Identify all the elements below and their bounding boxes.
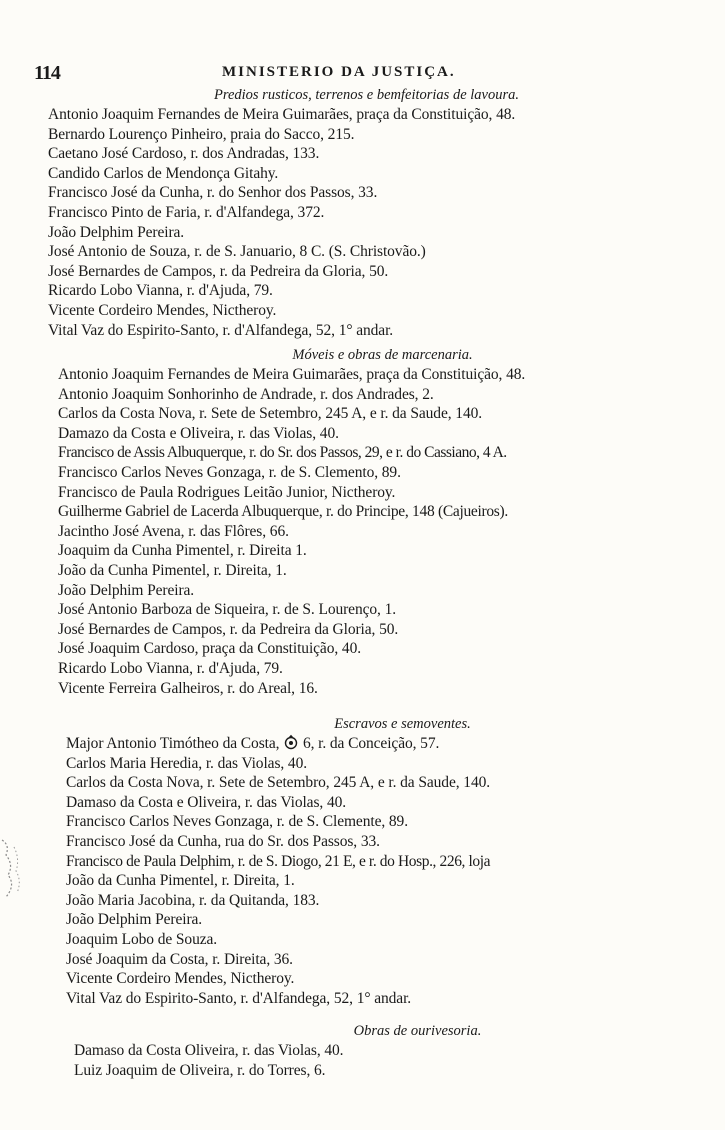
list-item: Francisco José da Cunha, r. do Senhor dos Passos, 33. bbox=[48, 184, 378, 202]
list-item: Joaquim da Cunha Pimentel, r. Direita 1. bbox=[58, 542, 307, 560]
section-escravos bbox=[0, 715, 725, 1008]
section-predios-rusticos bbox=[0, 86, 725, 340]
major-address: 6, r. da Conceição, 57. bbox=[302, 735, 440, 752]
list-item: Francisco de Paula Rodrigues Leitão Junior, Nictheroy. bbox=[58, 483, 396, 501]
list-item: Caetano José Cardoso, r. dos Andradas, 133. bbox=[48, 145, 320, 163]
list-item: Ricardo Lobo Vianna, r. d'Ajuda, 79. bbox=[48, 282, 273, 300]
list-item: Vicente Cordeiro Mendes, Nictheroy. bbox=[48, 301, 277, 319]
list-item: Bernardo Lourenço Pinheiro, praia do Sacco, 215. bbox=[48, 125, 355, 143]
section-moveis bbox=[0, 346, 725, 698]
list-item: Carlos da Costa Nova, r. Sete de Setembro, 245 A, e r. da Saude, 140. bbox=[66, 774, 491, 792]
page-header bbox=[0, 60, 725, 86]
list-item: Francisco Carlos Neves Gonzaga, r. de S. Clemente, 89. bbox=[66, 813, 408, 831]
list-item: Francisco Pinto de Faria, r. d'Alfandega, 372. bbox=[48, 203, 325, 221]
major-name: Major Antonio Timótheo da Costa, bbox=[66, 735, 280, 752]
list-item: Damaso da Costa e Oliveira, r. das Violas, 40. bbox=[66, 793, 347, 811]
list-item: Ricardo Lobo Vianna, r. d'Ajuda, 79. bbox=[58, 659, 283, 677]
section-ourivesoria bbox=[0, 1022, 725, 1080]
list-item: Francisco Carlos Neves Gonzaga, r. de S. Clemento, 89. bbox=[58, 463, 401, 481]
list-item: Carlos Maria Heredia, r. das Violas, 40. bbox=[66, 754, 308, 772]
list-item: Antonio Joaquim Sonhorinho de Andrade, r. dos Andrades, 2. bbox=[58, 385, 434, 403]
list-item: José Antonio Barboza de Siqueira, r. de S. Lourenço, 1. bbox=[58, 601, 397, 619]
list-item: José Joaquim da Costa, r. Direita, 36. bbox=[66, 950, 293, 968]
list-item: João Delphim Pereira. bbox=[48, 223, 185, 241]
order-seal-icon bbox=[283, 734, 299, 750]
running-title: MINISTERIO DA JUSTIÇA. bbox=[222, 64, 456, 80]
list-item: Francisco de Paula Delphim, r. de S. Diogo, 21 E, e r. do Hosp., 226, loja bbox=[66, 852, 491, 870]
list-item: Antonio Joaquim Fernandes de Meira Guimarães, praça da Constituição, 48. bbox=[48, 106, 516, 123]
list-item: José Bernardes de Campos, r. da Pedreira da Gloria, 50. bbox=[48, 262, 389, 280]
list-item: Damazo da Costa e Oliveira, r. das Violas, 40. bbox=[58, 424, 339, 442]
list-item: Luiz Joaquim de Oliveira, r. do Torres, 6. bbox=[74, 1061, 326, 1079]
list-item: João Delphim Pereira. bbox=[66, 911, 203, 929]
list-item: Carlos da Costa Nova, r. Sete de Setembro, 245 A, e r. da Saude, 140. bbox=[58, 405, 483, 423]
list-item: Francisco de Assis Albuquerque, r. do Sr. dos Passos, 29, e r. do Cassiano, 4 A. bbox=[58, 444, 507, 462]
list-item: Antonio Joaquim Fernandes de Meira Guimarães, praça da Constituição, 48. bbox=[58, 366, 526, 383]
list-item: Vicente Cordeiro Mendes, Nictheroy. bbox=[66, 970, 295, 988]
section-heading: Predios rusticos, terrenos e bemfeitorias de lavoura. bbox=[213, 87, 519, 103]
list-item: Joaquim Lobo de Souza. bbox=[66, 930, 218, 948]
margin-stain-decoration bbox=[0, 835, 26, 905]
list-item: João Maria Jacobina, r. da Quitanda, 183. bbox=[66, 891, 320, 909]
list-item: Vicente Ferreira Galheiros, r. do Areal, 16. bbox=[58, 679, 318, 697]
list-item: Vital Vaz do Espirito-Santo, r. d'Alfandega, 52, 1° andar. bbox=[48, 321, 394, 339]
list-item: José Antonio de Souza, r. de S. Januario, 8 C. (S. Christovão.) bbox=[48, 243, 426, 261]
list-item: Vital Vaz do Espirito-Santo, r. d'Alfandega, 52, 1° andar. bbox=[66, 989, 412, 1007]
list-item: João Delphim Pereira. bbox=[58, 581, 195, 599]
section-heading: Escravos e semoventes. bbox=[334, 716, 471, 732]
section-heading: Obras de ourivesoria. bbox=[353, 1023, 482, 1039]
list-item: Jacintho José Avena, r. das Flôres, 66. bbox=[58, 522, 289, 540]
list-item: João da Cunha Pimentel, r. Direita, 1. bbox=[58, 561, 287, 579]
list-item: Guilherme Gabriel de Lacerda Albuquerque, r. do Principe, 148 (Cajueiros). bbox=[58, 503, 508, 521]
list-item: José Joaquim Cardoso, praça da Constituição, 40. bbox=[58, 640, 361, 658]
list-item: José Bernardes de Campos, r. da Pedreira da Gloria, 50. bbox=[58, 620, 399, 638]
list-item: João da Cunha Pimentel, r. Direita, 1. bbox=[66, 872, 295, 890]
page-number: 114 bbox=[34, 62, 60, 84]
list-item: Candido Carlos de Mendonça Gitahy. bbox=[48, 164, 279, 182]
list-item: Francisco José da Cunha, rua do Sr. dos Passos, 33. bbox=[66, 832, 380, 850]
list-item: Damaso da Costa Oliveira, r. das Violas, 40. bbox=[74, 1042, 344, 1059]
section-heading: Móveis e obras de marcenaria. bbox=[292, 347, 473, 363]
list-item-major bbox=[66, 734, 725, 754]
